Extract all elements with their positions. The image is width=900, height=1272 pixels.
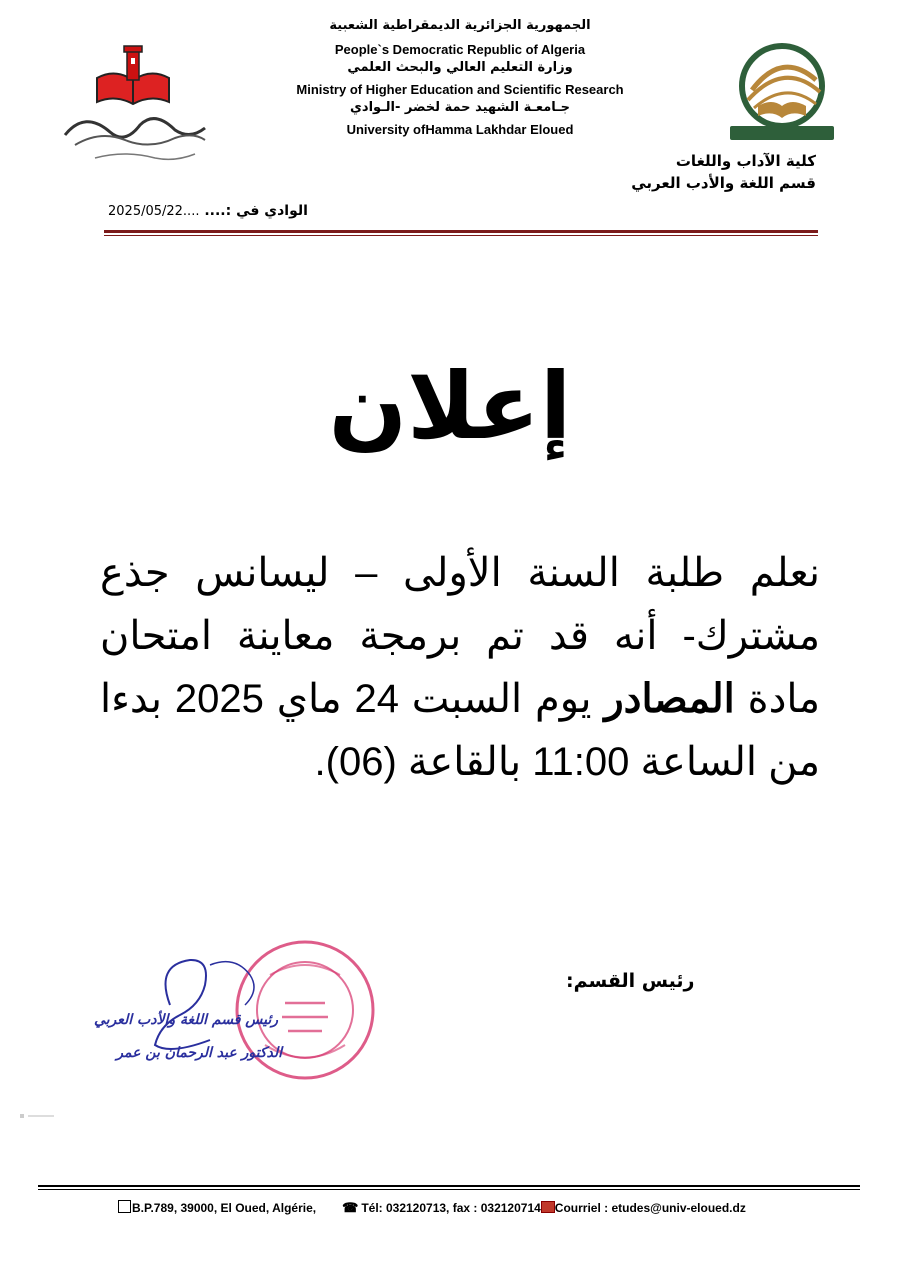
date-row [108, 203, 308, 219]
footer-divider [38, 1185, 860, 1187]
footer-address: B.P.789, 39000, El Oued, Algérie, [132, 1201, 317, 1215]
mail-icon [541, 1201, 555, 1213]
header-divider [104, 230, 818, 233]
announcement-text-part1: نعلم طلبة السنة الأولى – ليسانس جذع مشترك- أنه قد تم برمجة معاينة امتحان مادة [100, 551, 821, 721]
header-divider-thin [104, 235, 818, 236]
signature-name: الدكتور عبد الرحمان بن عمر [116, 1045, 282, 1061]
announcement-title: إعلان [328, 353, 572, 460]
faculty-block [631, 150, 816, 194]
header-republic-en: People`s Democratic Republic of Algeria [334, 42, 586, 57]
announcement-body [100, 542, 820, 794]
faculty-name: كلية الآداب واللغات [675, 152, 816, 170]
announcement-text-part2: يوم السبت 24 ماي 2025 بدءا من الساعة 11:00 بالقاعة (06). [100, 677, 820, 784]
date-value: 2025/05/22.... [108, 204, 200, 219]
signature-title: رئيس قسم اللغة والأدب العربي [93, 1012, 278, 1028]
header-ministry-en: Ministry of Higher Education and Scientific Research [296, 82, 624, 97]
department-head-label: رئيس القسم: [566, 970, 695, 992]
header-ministry-ar: وزارة التعليم العالي والبحث العلمي [347, 60, 573, 75]
date-label: الوادي في :.... [204, 203, 308, 219]
footer-divider-thin [38, 1189, 860, 1190]
scan-artifact [20, 1103, 54, 1107]
footer-email: Courriel : etudes@univ-eloued.dz [554, 1201, 746, 1215]
announcement-subject: المصادر [604, 677, 735, 721]
header-university-ar: جـامعـة الشهيد حمة لخضر -الـوادي [350, 100, 570, 115]
header-university-en: University ofHamma Lakhdar Eloued [346, 122, 574, 137]
postbox-icon [118, 1200, 131, 1213]
footer-contact [118, 1200, 818, 1216]
header-republic-ar: الجمهورية الجزائرية الديمقراطية الشعبية [329, 18, 591, 33]
phone-icon: ☎ [342, 1200, 359, 1215]
department-name: قسم اللغة والأدب العربي [631, 174, 816, 192]
university-logo [724, 40, 840, 142]
faculty-logo [55, 40, 215, 175]
footer-phone: Tél: 032120713, fax : 032120714 [361, 1201, 541, 1215]
